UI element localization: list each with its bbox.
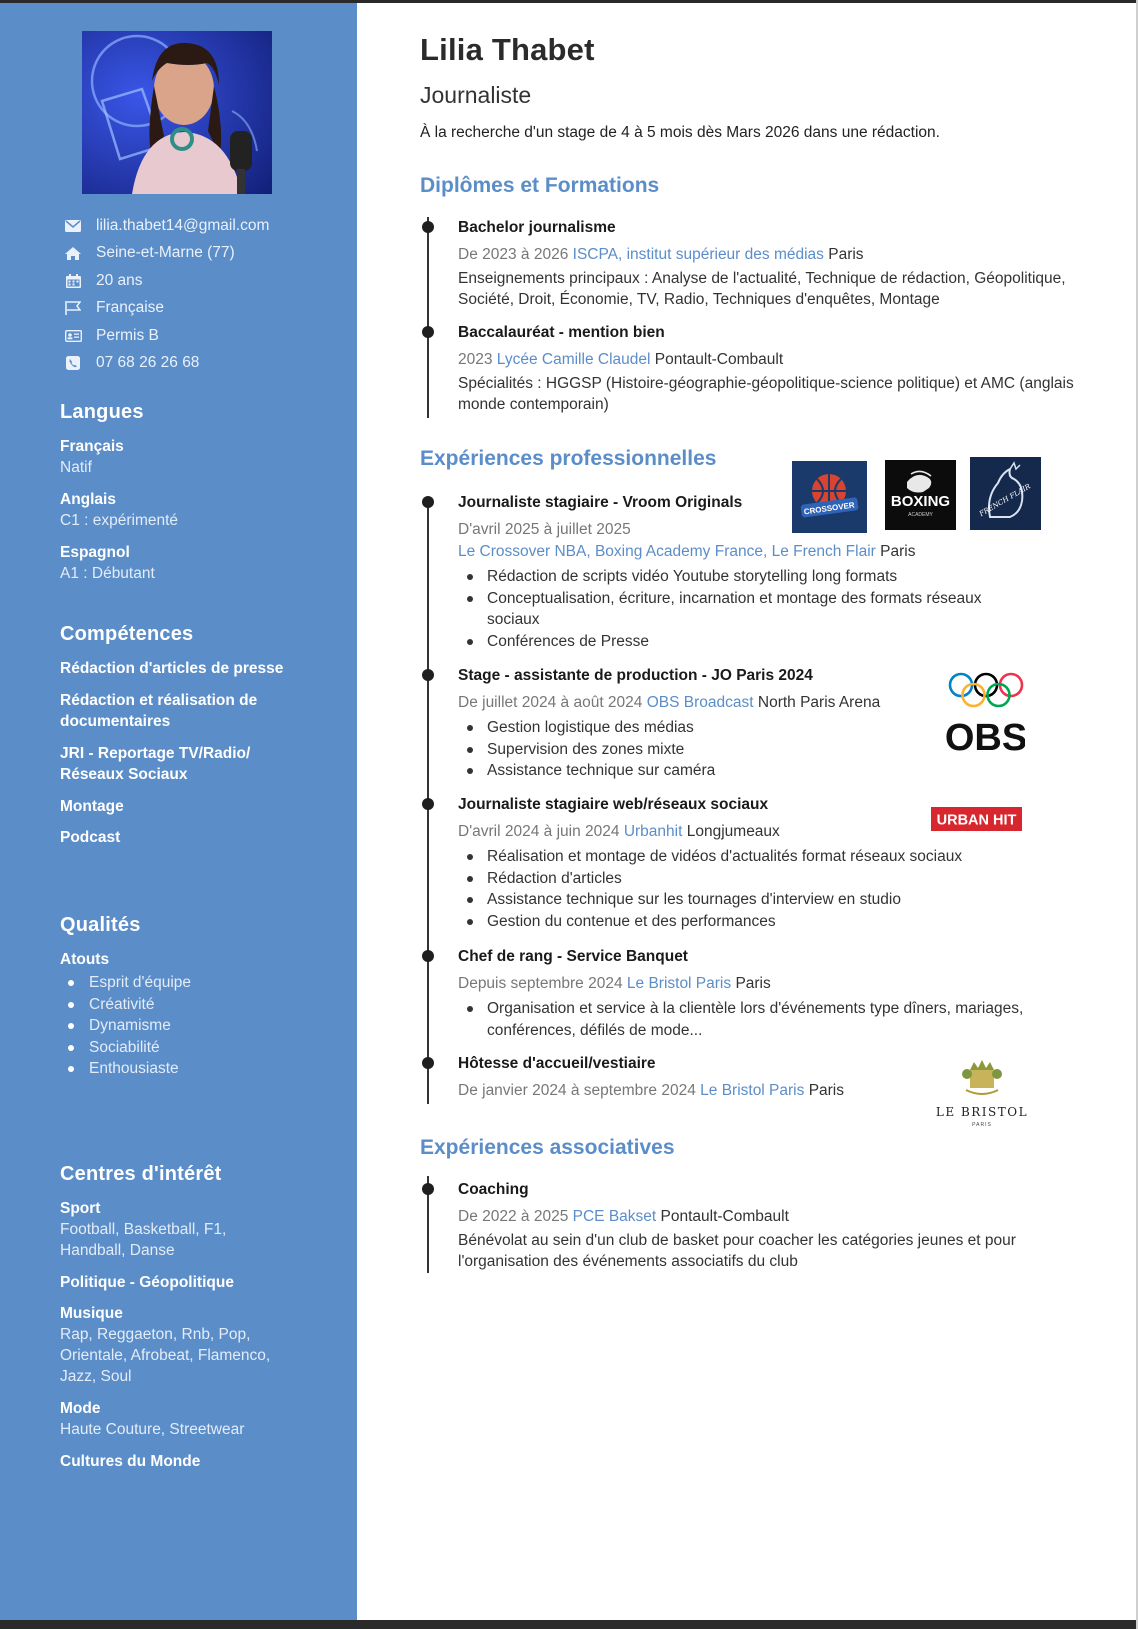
entry-description: Spécialités : HGGSP (Histoire-géographie-géopolitique-science politique) et AMC (anglais monde contemporain) (458, 375, 1074, 413)
entry-dates: De 2022 à 2025 (458, 1208, 569, 1225)
entry-organization[interactable]: ISCPA, institut supérieur des médias (572, 246, 824, 263)
entry-place: Pontault-Combault (660, 1208, 789, 1225)
interest-name: Mode (60, 1400, 101, 1417)
bullet-item: Assistance technique sur caméra (458, 760, 1108, 782)
bullet-item: Organisation et service à la clientèle lors d'événements type dîners, mariages, conférences, défilés de mode... (458, 998, 1108, 1041)
entry-meta (458, 1206, 1108, 1227)
contact-text: 20 ans (96, 271, 143, 289)
interest-item (60, 1198, 295, 1261)
skill-item: Montage (60, 797, 124, 815)
entry-dates: 2023 (458, 351, 493, 368)
bullet-item: Supervision des zones mixte (458, 739, 1108, 761)
education-entry (458, 217, 1108, 310)
obs-logo (940, 666, 1025, 758)
interest-name: Musique (60, 1305, 123, 1322)
skill-item: Rédaction d'articles de presse (60, 660, 284, 677)
french-flair-logo-text: FRENCH FLAIR (978, 482, 1032, 519)
interest-name: Sport (60, 1200, 101, 1217)
timeline-dot (422, 496, 434, 508)
profile-photo (82, 31, 272, 194)
urbanhit-logo (931, 807, 1022, 831)
contact-text: Seine-et-Marne (77) (96, 244, 235, 262)
entry-place: Pontault-Combault (654, 351, 784, 368)
contact-text: 07 68 26 26 68 (96, 354, 200, 372)
qualities-heading: Qualités (60, 914, 141, 936)
entry-place: Paris (828, 246, 864, 263)
contact-age (64, 267, 269, 295)
language-level: A1 : Débutant (60, 565, 155, 582)
interests-section (60, 1163, 295, 1472)
crossover-logo-text: CROSSOVER (803, 500, 856, 517)
entry-meta (458, 244, 1108, 265)
entry-dates: Depuis septembre 2024 (458, 975, 623, 992)
education-timeline (427, 217, 429, 418)
entry-organization[interactable]: Le Bristol Paris (700, 1082, 805, 1099)
entry-dates: De juillet 2024 à août 2024 (458, 694, 643, 711)
contact-text: lilia.thabet14@gmail.com (96, 216, 270, 234)
timeline-dot (422, 950, 434, 962)
language-name: Français (60, 438, 124, 455)
bullet-item: Gestion du contenue et des performances (458, 911, 1108, 933)
sidebar (0, 3, 357, 1620)
bullet-item: Assistance technique sur les tournages d'interview en studio (458, 889, 1108, 911)
contact-license (64, 322, 269, 350)
experience-entry (458, 946, 1108, 1041)
entry-place: North Paris Arena (757, 694, 881, 711)
interests-heading: Centres d'intérêt (60, 1163, 222, 1185)
entry-meta (458, 973, 1108, 994)
education-heading: Diplômes et Formations (420, 174, 660, 197)
languages-section (60, 401, 340, 595)
qualities-subheading: Atouts (60, 951, 110, 968)
skill-item: Rédaction et réalisation de documentaires (60, 691, 258, 730)
person-name: Lilia Thabet (420, 32, 595, 67)
entry-title: Stage - assistante de production - JO Paris 2024 (458, 667, 813, 684)
experience-heading: Expériences professionnelles (420, 447, 717, 470)
contact-phone[interactable] (64, 350, 269, 378)
interest-name: Cultures du Monde (60, 1453, 201, 1470)
entry-organization[interactable]: Le Crossover NBA, Boxing Academy France, Le French Flair (458, 543, 876, 560)
timeline-dot (422, 221, 434, 233)
interest-detail: Football, Basketball, F1, Handball, Danse (60, 1221, 227, 1259)
languages-heading: Langues (60, 401, 144, 423)
associative-entry (458, 1179, 1108, 1272)
contact-location (64, 240, 269, 268)
quality-item: Esprit d'équipe (60, 972, 340, 994)
job-title: Journaliste (420, 82, 532, 108)
entry-dates: De janvier 2024 à septembre 2024 (458, 1082, 696, 1099)
timeline-dot (422, 1183, 434, 1195)
entry-bullets (458, 846, 1108, 932)
phone-icon (64, 356, 82, 370)
education-entry (458, 322, 1108, 415)
flag-icon (64, 301, 82, 315)
skill-item: Podcast (60, 829, 121, 846)
id-card-icon (64, 329, 82, 343)
entry-title: Journaliste stagiaire web/réseaux sociaux (458, 796, 769, 813)
contact-nationality (64, 295, 269, 323)
qualities-section (60, 914, 340, 1080)
qualities-list (60, 972, 340, 1080)
skill-item: JRI - Reportage TV/Radio/ Réseaux Sociaux (60, 744, 251, 783)
entry-dates: De 2023 à 2026 (458, 246, 569, 263)
language-item (60, 489, 340, 531)
entry-organization[interactable]: OBS Broadcast (646, 694, 754, 711)
entry-meta (458, 349, 1108, 370)
interest-detail: Haute Couture, Streetwear (60, 1421, 245, 1438)
bullet-item: Rédaction de scripts vidéo Youtube storytelling long formats (458, 566, 1028, 588)
entry-organization[interactable]: PCE Bakset (572, 1208, 657, 1225)
timeline-dot (422, 1057, 434, 1069)
bottom-border (0, 1620, 1138, 1629)
interest-item (60, 1451, 295, 1472)
entry-place: Paris (735, 975, 771, 992)
calendar-icon (64, 274, 82, 288)
language-item (60, 436, 340, 478)
entry-bullets (458, 998, 1108, 1041)
boxing-logo-text: BOXING (890, 493, 951, 510)
entry-place: Paris (880, 543, 916, 560)
quality-item: Dynamisme (60, 1015, 340, 1037)
obs-logo-text: OBS (944, 717, 1025, 758)
timeline-dot (422, 669, 434, 681)
skills-section (60, 623, 290, 859)
entry-dates: D'avril 2025 à juillet 2025 (458, 521, 631, 538)
quality-item: Sociabilité (60, 1037, 340, 1059)
bullet-item: Rédaction d'articles (458, 868, 1108, 890)
associative-heading: Expériences associatives (420, 1136, 675, 1159)
skills-heading: Compétences (60, 623, 194, 645)
quality-item: Créativité (60, 994, 340, 1016)
interest-item (60, 1303, 295, 1387)
envelope-icon (64, 219, 82, 233)
entry-description: Enseignements principaux : Analyse de l'actualité, Technique de rédaction, Géopolitique, Société, Droit, Économie, TV, Radio, Techniques d'enquêtes, Montage (458, 270, 1066, 308)
entry-title: Bachelor journalisme (458, 219, 616, 236)
interest-name: Politique - Géopolitique (60, 1274, 234, 1291)
contact-email[interactable] (64, 212, 269, 240)
contact-text: Française (96, 299, 165, 317)
contact-text: Permis B (96, 326, 159, 344)
language-item (60, 542, 340, 584)
bullet-item: Conceptualisation, écriture, incarnation et montage des formats réseaux sociaux (458, 588, 1028, 631)
entry-organization[interactable]: Le Bristol Paris (626, 975, 732, 992)
language-name: Anglais (60, 491, 116, 508)
bullet-item: Conférences de Presse (458, 631, 1028, 653)
entry-bullets (458, 566, 1028, 652)
entry-organization[interactable]: Lycée Camille Claudel (496, 351, 651, 368)
bullet-item: Réalisation et montage de vidéos d'actualités format réseaux sociaux (458, 846, 1108, 868)
contact-list (64, 212, 269, 377)
urbanhit-logo-text: URBAN HIT (936, 812, 1017, 829)
entry-place: Paris (808, 1082, 845, 1099)
boxing-logo-subtext: ACADEMY (908, 512, 933, 518)
home-icon (64, 246, 82, 260)
interest-item (60, 1398, 295, 1440)
language-level: C1 : expérimenté (60, 512, 179, 529)
bristol-logo-text: LE BRISTOL (935, 1105, 1029, 1119)
interest-detail: Rap, Reggaeton, Rnb, Pop, Orientale, Afrobeat, Flamenco, Jazz, Soul (60, 1326, 271, 1385)
entry-organization[interactable]: Urbanhit (623, 823, 683, 840)
bristol-logo-subtext: PARIS (972, 1122, 992, 1128)
bullet-item: Gestion logistique des médias (458, 717, 1108, 739)
interest-item (60, 1272, 295, 1293)
timeline-dot (422, 798, 434, 810)
entry-meta (458, 541, 1108, 562)
le-bristol-logo (932, 1050, 1032, 1130)
entry-place: Longjumeaux (686, 823, 780, 840)
objective-text: À la recherche d'un stage de 4 à 5 mois dès Mars 2026 dans une rédaction. (420, 124, 940, 141)
entry-dates: D'avril 2024 à juin 2024 (458, 823, 620, 840)
entry-title: Coaching (458, 1181, 529, 1198)
timeline-dot (422, 326, 434, 338)
entry-description: Bénévolat au sein d'un club de basket pour coacher les catégories jeunes et pour l'organisation des événements associatifs du club (458, 1232, 1016, 1270)
entry-title: Hôtesse d'accueil/vestiaire (458, 1055, 656, 1072)
language-level: Natif (60, 459, 92, 476)
entry-title: Baccalauréat - mention bien (458, 324, 665, 341)
language-name: Espagnol (60, 544, 130, 561)
quality-item: Enthousiaste (60, 1058, 340, 1080)
experience-entry (458, 492, 1108, 652)
entry-title: Journaliste stagiaire - Vroom Originals (458, 494, 743, 511)
entry-title: Chef de rang - Service Banquet (458, 948, 688, 965)
